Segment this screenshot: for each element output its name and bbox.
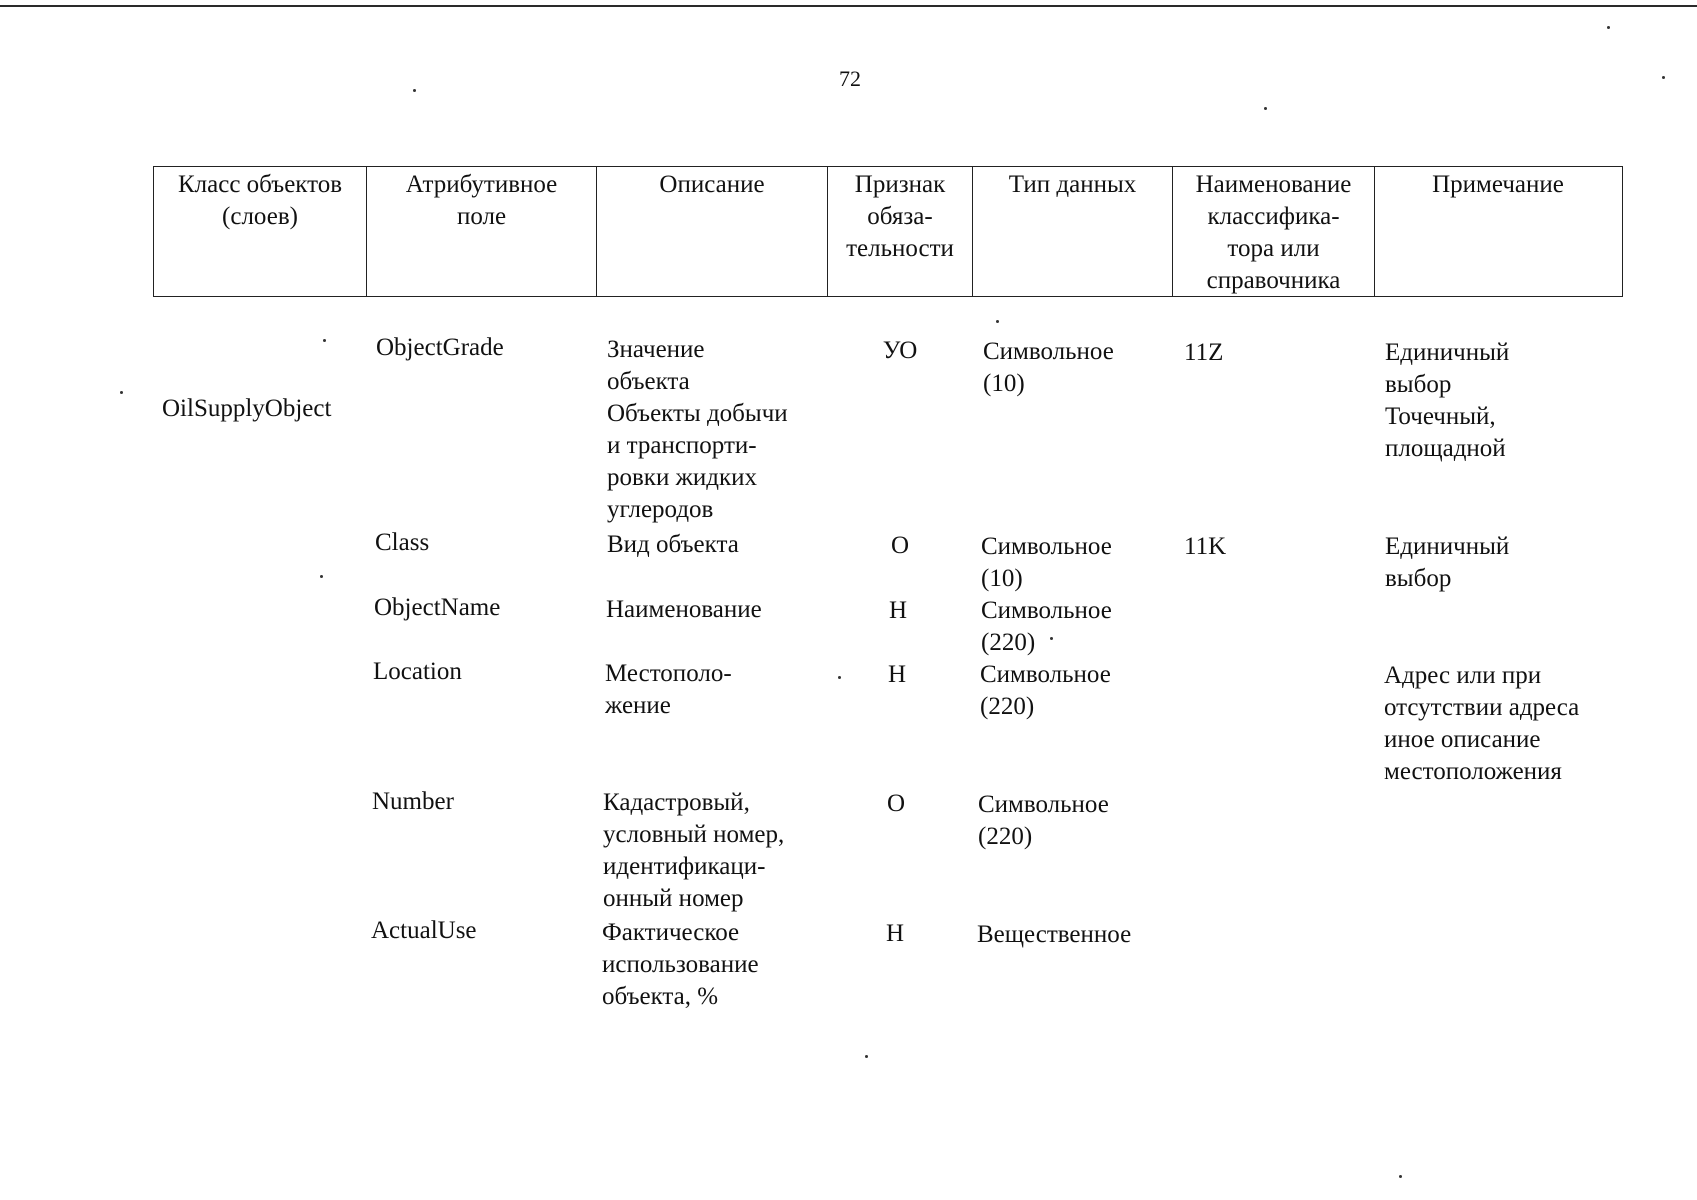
row-description: Местополо- жение [605, 660, 732, 719]
row-description: Фактическое использование объекта, % [602, 919, 759, 1010]
class-name: OilSupplyObject [162, 395, 332, 422]
header-note: Примечание [1432, 171, 1564, 198]
scan-speck [996, 320, 999, 323]
top-border-rule [0, 5, 1697, 7]
row-description: Значение объекта Объекты добычи и транспорти- ровки жидких углеродов [607, 336, 788, 523]
row-mandatory: Н [888, 597, 908, 624]
scan-speck [1050, 637, 1053, 640]
row-note: Единичный выбор [1385, 533, 1510, 592]
row-description: Наименование [606, 596, 762, 623]
row-field: ObjectName [374, 594, 501, 621]
scan-speck [413, 89, 416, 92]
header-mandatory: Признак обяза- тельности [828, 167, 973, 296]
row-note: Единичный выбор Точечный, площадной [1385, 339, 1510, 462]
header-description: Описание [597, 167, 828, 296]
header-field: Атрибутивное поле [367, 167, 597, 296]
row-mandatory: О [886, 790, 906, 817]
row-datatype: Вещественное [977, 921, 1132, 948]
scan-speck [1607, 26, 1610, 29]
row-datatype: Символьное (220) [980, 661, 1111, 720]
row-field: Location [373, 658, 462, 685]
page-number: 72 [839, 66, 861, 91]
row-field: ObjectGrade [376, 334, 504, 361]
row-datatype: Символьное (220) [981, 597, 1112, 656]
row-mandatory: О [890, 532, 910, 559]
scan-speck [1399, 1175, 1402, 1178]
row-datatype: Символьное (10) [981, 533, 1112, 592]
row-field: ActualUse [371, 917, 477, 944]
row-classifier: 11Z [1184, 339, 1224, 366]
row-description: Кадастровый, условный номер, идентификаци- онный номер [603, 789, 785, 912]
header-datatype: Тип данных [973, 167, 1173, 296]
header-classifier: Наименование классифика- тора или справочника [1173, 167, 1375, 296]
row-mandatory: Н [885, 920, 905, 947]
row-classifier: 11K [1184, 533, 1227, 560]
row-description: Вид объекта [607, 531, 739, 558]
row-datatype: Символьное (220) [978, 791, 1109, 850]
scan-speck [838, 676, 841, 679]
table-header-row [153, 166, 1623, 297]
scan-speck [320, 575, 323, 578]
row-field: Number [372, 788, 454, 815]
header-class: Класс объектов (слоев) [154, 167, 367, 296]
row-mandatory: Н [887, 661, 907, 688]
row-field: Class [375, 529, 430, 556]
scan-speck [865, 1055, 868, 1058]
row-note: Адрес или при отсутствии адреса иное описание местоположения [1384, 662, 1580, 785]
scan-speck [323, 339, 326, 342]
row-mandatory: УО [882, 337, 918, 364]
scan-speck [1662, 76, 1665, 79]
scan-speck [120, 391, 123, 394]
row-datatype: Символьное (10) [983, 338, 1114, 397]
scan-speck [1264, 107, 1267, 110]
